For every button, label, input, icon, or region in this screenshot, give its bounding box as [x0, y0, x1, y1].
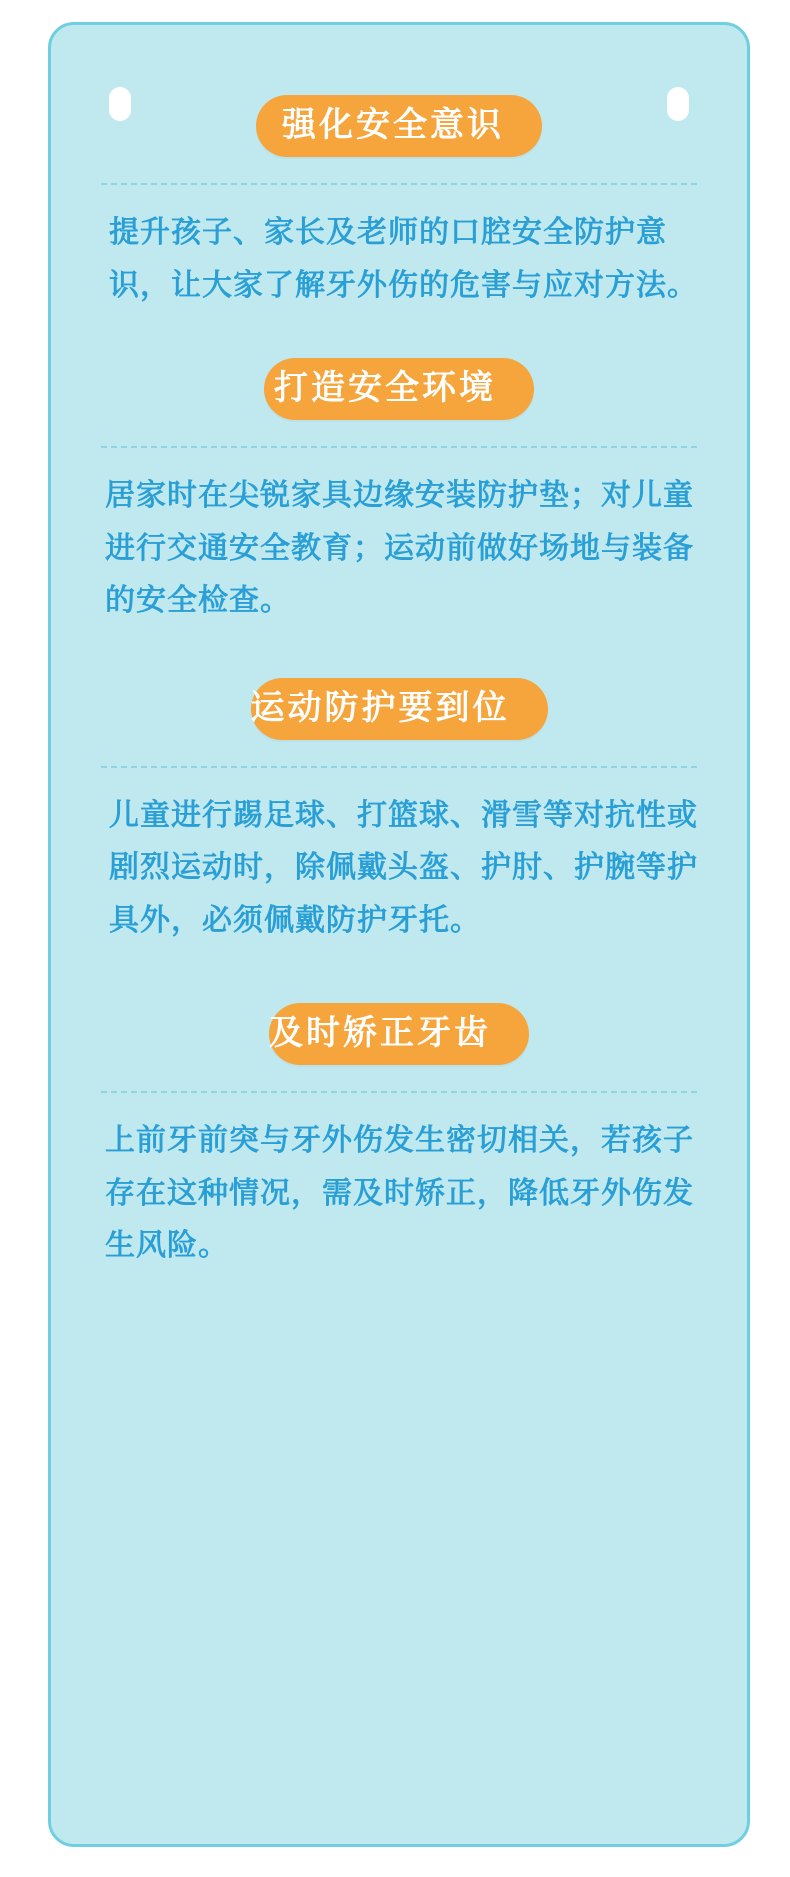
section-heading-row: [95, 1003, 703, 1065]
section-sports-protection: [95, 678, 703, 948]
section-divider: [101, 183, 697, 185]
section-divider: [101, 446, 697, 448]
section-body-text: 儿童进行踢足球、打篮球、滑雪等对抗性或剧烈运动时，除佩戴头盔、护肘、护腕等护具外，必须佩戴防护牙托。: [109, 798, 698, 937]
section-heading-row: [95, 95, 703, 157]
section-heading-row: [95, 358, 703, 420]
section-body-text: 居家时在尖锐家具边缘安装防护垫；对儿童进行交通安全教育；运动前做好场地与装备的安全检查。: [105, 479, 694, 617]
section-divider: [101, 766, 697, 768]
section-body-text: 提升孩子、家长及老师的口腔安全防护意识，让大家了解牙外伤的危害与应对方法。: [109, 216, 698, 302]
section-heading-badge: 及时矫正牙齿: [269, 1003, 529, 1065]
section-heading-badge: 强化安全意识: [256, 95, 542, 157]
section-timely-orthodontics: [95, 1003, 703, 1273]
section-body-text: 上前牙前突与牙外伤发生密切相关，若孩子存在这种情况，需及时矫正，降低牙外伤发生风险。: [105, 1124, 694, 1262]
section-strengthen-safety-awareness: [95, 95, 703, 312]
section-divider: [101, 1091, 697, 1093]
section-build-safe-environment: [95, 358, 703, 628]
info-card: [48, 22, 750, 1847]
section-heading-row: [95, 678, 703, 740]
section-heading-badge: 运动防护要到位: [251, 678, 548, 740]
section-heading-badge: 打造安全环境: [264, 358, 534, 420]
